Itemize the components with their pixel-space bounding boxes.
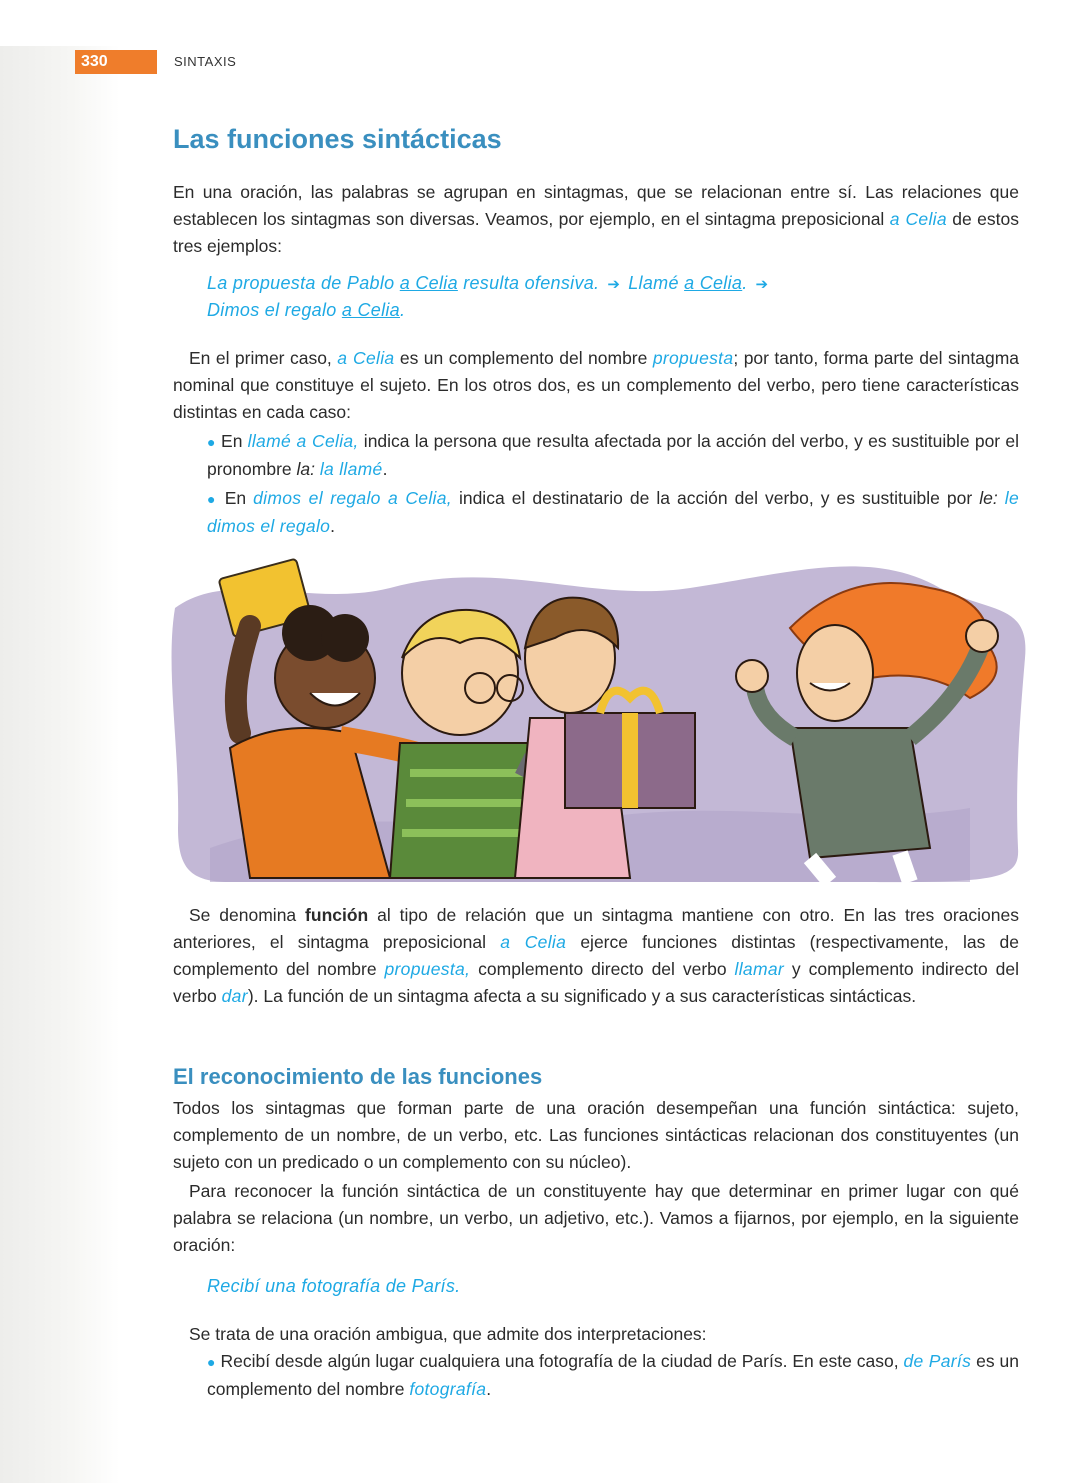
bullet-icon: ● [207, 434, 216, 450]
page-title: Las funciones sintácticas [173, 124, 502, 154]
paragraph-cases: En el primer caso, a Celia es un complemento del nombre propuesta; por tanto, forma parte del sintagma nominal que constituye el sujeto. En los otros dos, es un complemento del verbo, pero tiene características distintas en cada caso: [173, 348, 1020, 422]
page-number: 330 [75, 50, 157, 74]
paragraph-function-definition: Se denomina función al tipo de relación que un sintagma mantiene con otro. En las tres oraciones anteriores, el sintagma preposicional a Celia ejerce funciones distintas (respectivamente, las de complemento del nombre propuesta, complemento directo del verbo llamar y complemento indirecto del verbo dar). La función de un sintagma afecta a su significado y a sus características sintácticas. [173, 905, 1019, 1006]
paragraph-functions-relation: Todos los sintagmas que forman parte de una oración desempeñan una función sintáctica: sujeto, complemento de un nombre, de un verbo, etc. Las funciones sintácticas relacionan dos constituyentes (un sujeto con un predicado o un complemento con su núcleo). [173, 1098, 1019, 1172]
arrow-icon: ➔ [755, 276, 769, 293]
intro-paragraph: En una oración, las palabras se agrupan en sintagmas, que se relacionan entre sí. Las relaciones que establecen los sintagmas son diversas. Veamos, por ejemplo, en el sintagma preposicional a Celia de estos tres ejemplos: [173, 182, 1019, 256]
top-white-band [0, 0, 1068, 46]
section-label: SINTAXIS [174, 54, 237, 69]
hand-icon [966, 620, 998, 652]
bullet-interpretation-1: ● Recibí desde algún lugar cualquiera una fotografía de la ciudad de París. En este caso, de París es un complemento del nombre fotografía. [207, 1351, 1019, 1399]
example-sentence: Recibí una fotografía de París. [207, 1276, 461, 1296]
paragraph-ambiguous: Se trata de una oración ambigua, que admite dos interpretaciones: [189, 1324, 707, 1344]
page-margin-shade [0, 0, 120, 1483]
examples-line-1: La propuesta de Pablo a Celia resulta ofensiva. ➔ Llamé a Celia. ➔ [207, 270, 776, 298]
bullet-llame: ● En llamé a Celia, indica la persona que resulta afectada por la acción del verbo, y es sustituible por el pronombre la: la llamé. [207, 431, 1019, 479]
bullet-icon: ● [207, 491, 218, 507]
bullet-dimos: ● En dimos el regalo a Celia, indica el destinatario de la acción del verbo, y es sustituible por le: le dimos el regalo. [207, 488, 1019, 536]
illustration-gift-scene [170, 548, 1030, 888]
bullet-icon: ● [207, 1354, 216, 1370]
paragraph-recognize: Para reconocer la función sintáctica de un constituyente hay que determinar en primer lugar con qué palabra se relaciona (un nombre, un verbo, un adjetivo, etc.). Vamos a fijarnos, por ejemplo, en la siguiente oración: [173, 1181, 1019, 1255]
section-subtitle: El reconocimiento de las funciones [173, 1064, 543, 1089]
hand-icon [736, 660, 768, 692]
arrow-icon: ➔ [607, 276, 621, 293]
examples-line-2: Dimos el regalo a Celia. [207, 300, 406, 320]
